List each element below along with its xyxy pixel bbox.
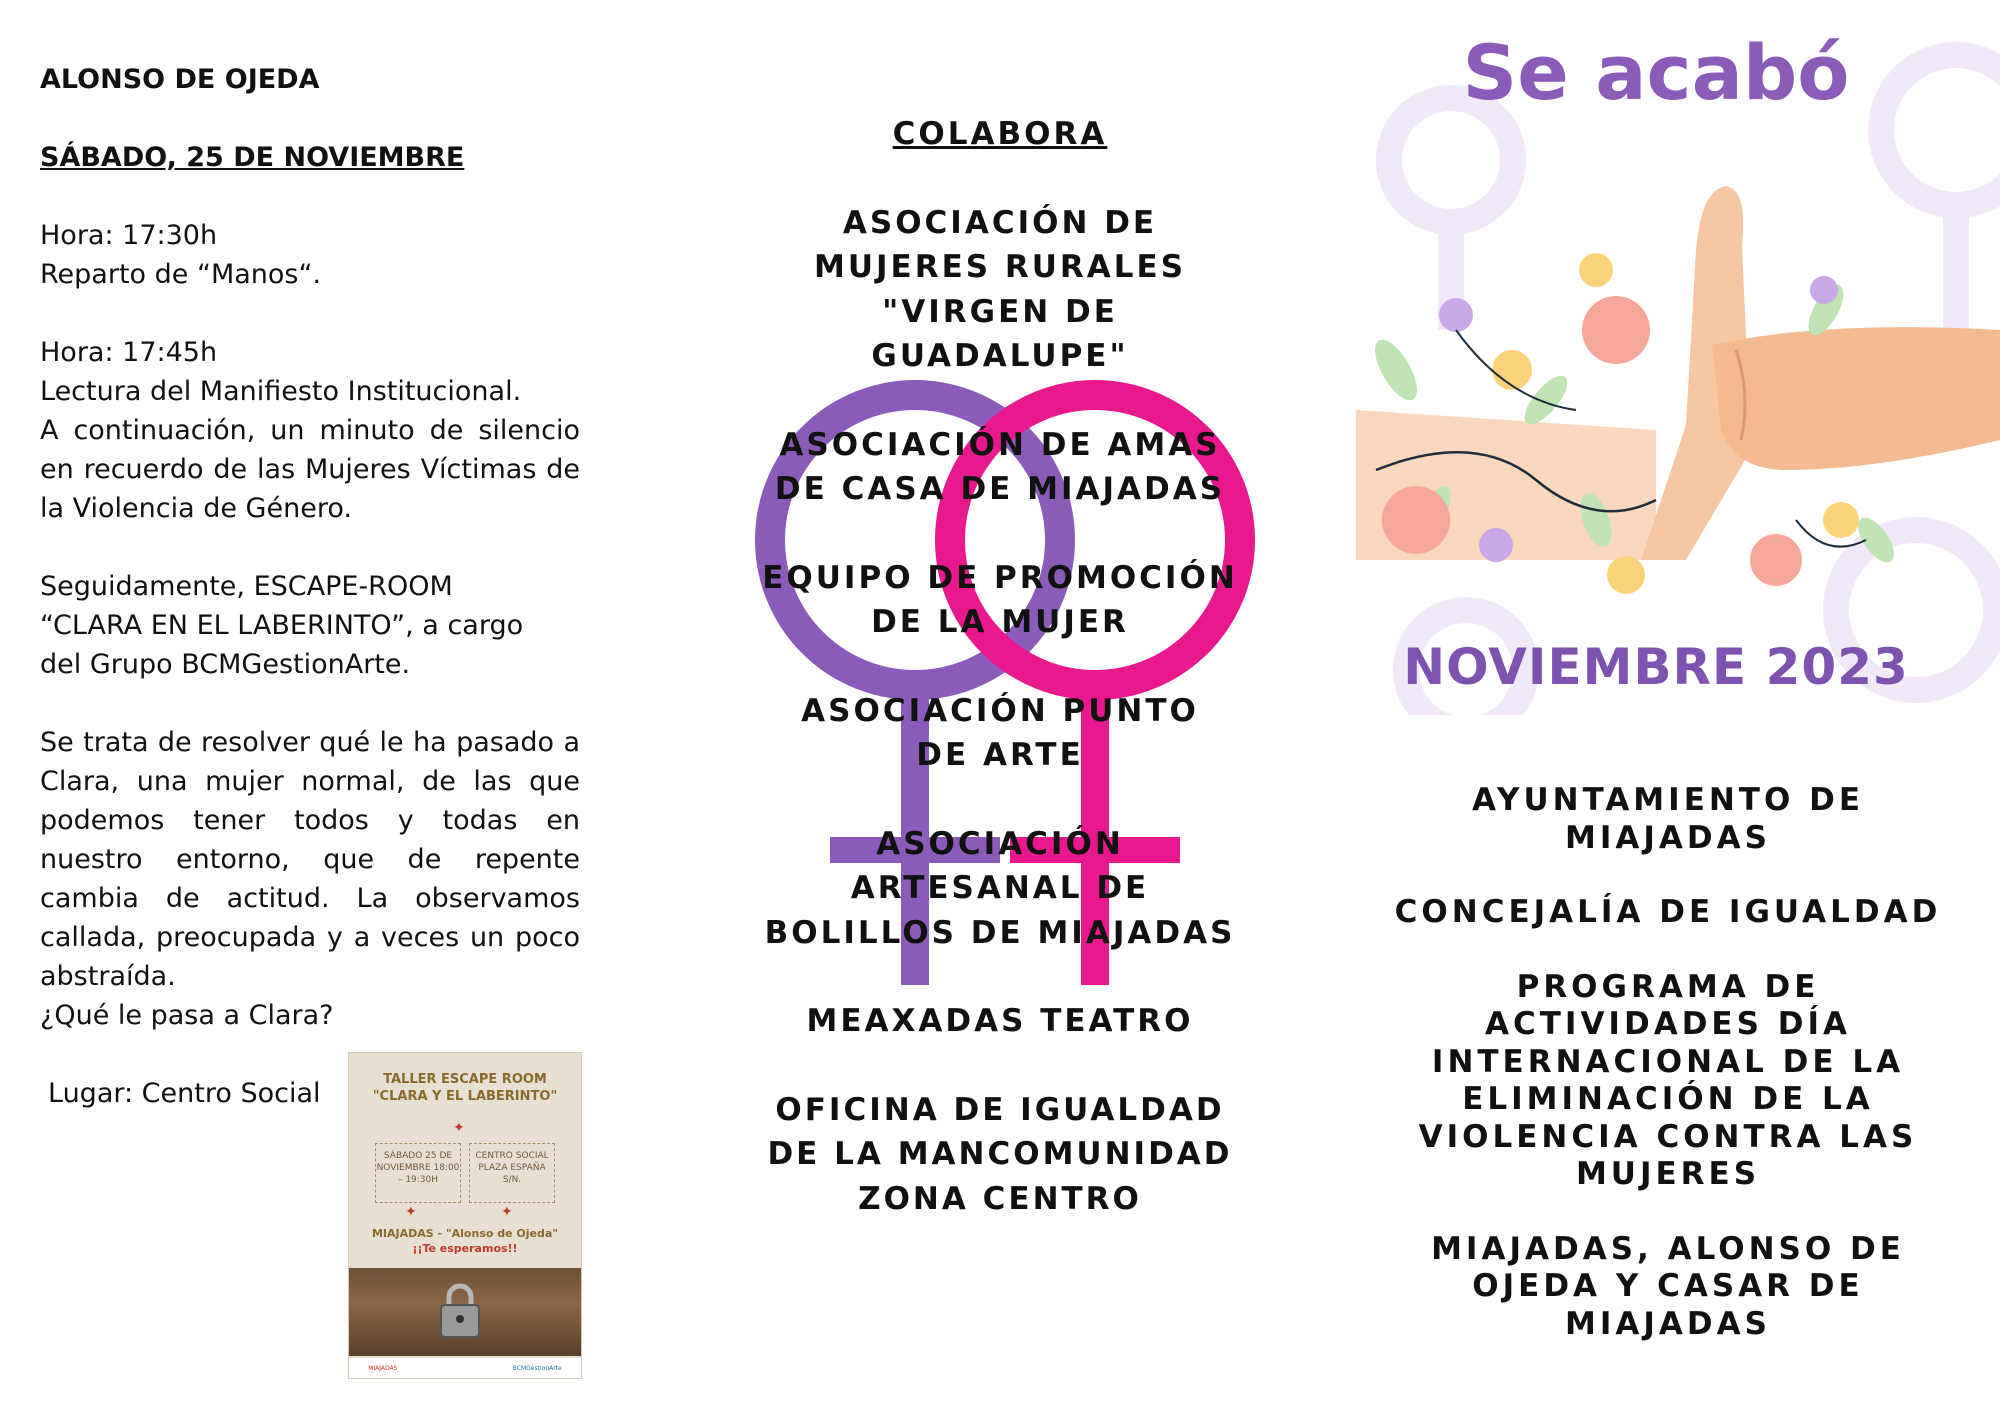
event2-line2: A continuación, un minuto de silencio en recuerdo de las Mujeres Víctimas de la Violencia de Género. (40, 415, 580, 524)
escape-room-poster (348, 1052, 582, 1379)
padlock-icon (437, 1283, 483, 1339)
collaborator-line: DE ARTE (916, 737, 1084, 773)
program-line: PROGRAMA DE (1516, 968, 1820, 1005)
event2-time: Hora: 17:45h (40, 337, 218, 368)
poster-place-box: CENTRO SOCIAL PLAZA ESPAÑA S/N. (469, 1143, 555, 1203)
collaborator-women-promotion (700, 556, 1300, 645)
collaborator-rural-women (700, 201, 1300, 379)
poster-logos (349, 1358, 581, 1378)
collaborator-line: ASOCIACIÓN DE (842, 204, 1158, 241)
poster-date-box: SÁBADO 25 DE NOVIEMBRE 18:00 – 19:30H (375, 1143, 461, 1203)
program-line: ACTIVIDADES DÍA (1485, 1006, 1851, 1042)
collaborator-line: DE LA MANCOMUNIDAD (767, 1136, 1233, 1172)
collaborator-line: MUJERES RURALES (813, 249, 1187, 285)
places-line: OJEDA Y CASAR DE (1472, 1268, 1864, 1304)
program-line: MUJERES (1575, 1156, 1761, 1192)
collaborator-line: DE CASA DE MIAJADAS (774, 471, 1226, 507)
organizer-concejalia (1356, 894, 1980, 932)
logo-bcmgestionarte: BCMGestionArte (512, 1364, 562, 1372)
question-text: ¿Qué le pasa a Clara? (40, 1000, 334, 1031)
logo-miajadas: MIAJADAS (368, 1364, 398, 1372)
event2-line1: Lectura del Manifiesto Institucional. (40, 376, 522, 407)
poster-title (349, 1071, 581, 1105)
cover-title: Se acabó (1462, 28, 1850, 117)
venue-heading: ALONSO DE OJEDA (40, 64, 320, 95)
program-title (1356, 969, 1980, 1194)
collaborator-line: DE LA MUJER (871, 604, 1129, 640)
collaborator-line: ARTESANAL DE (850, 870, 1150, 906)
location-text: Lugar: Centro Social (48, 1078, 321, 1109)
poster-title-line2: "CLARA Y EL LABERINTO" (372, 1089, 558, 1104)
places-line: MIAJADAS, ALONSO DE (1431, 1230, 1905, 1267)
collaborator-line: MEAXADAS TEATRO (806, 1003, 1194, 1039)
program-places (1356, 1231, 1980, 1344)
poster-title-line1: TALLER ESCAPE ROOM (383, 1072, 547, 1087)
organizers-column (1356, 782, 1980, 1343)
poster-invite: ¡¡Te esperamos!! (412, 1242, 518, 1255)
organizer-line: AYUNTAMIENTO DE (1471, 782, 1865, 818)
collaborator-line: BOLILLOS DE MIAJADAS (764, 914, 1236, 951)
collaborator-meaxadas-teatro (700, 999, 1300, 1044)
collaborator-line: ASOCIACIÓN PUNTO (801, 692, 1199, 729)
program-line: INTERNACIONAL DE LA (1431, 1043, 1905, 1080)
left-column (40, 60, 580, 1113)
collaborator-line: ASOCIACIÓN (876, 825, 1124, 862)
poster-location-line: MIAJADAS - "Alonso de Ojeda" (371, 1227, 559, 1240)
star-icon: ✦ (453, 1119, 465, 1135)
collaborator-line: GUADALUPE" (871, 338, 1129, 374)
collaborator-housewives (700, 423, 1300, 512)
organizer-line: MIAJADAS (1565, 819, 1771, 856)
collaborator-line: ASOCIACIÓN DE AMAS (779, 426, 1221, 463)
escape-room-description: Se trata de resolver qué le ha pasado a Clara, una mujer normal, de las que podemos tener todos y todas en nuestro entorno, que de repente cambia de actitud. La observamos callada, preocupada y a veces un poco abstraída. (40, 727, 580, 992)
collaborator-line: EQUIPO DE PROMOCIÓN (762, 559, 1238, 596)
program-line: ELIMINACIÓN DE LA (1462, 1081, 1874, 1117)
collaborators-heading: COLABORA (892, 116, 1108, 152)
organizer-line: CONCEJALÍA DE IGUALDAD (1394, 894, 1942, 930)
collaborator-bolillos (700, 822, 1300, 956)
collaborator-punto-de-arte (700, 689, 1300, 778)
collaborator-line: OFICINA DE IGUALDAD (775, 1091, 1225, 1128)
event1-time: Hora: 17:30h (40, 220, 218, 251)
event1-description: Reparto de “Manos“. (40, 259, 322, 290)
program-line: VIOLENCIA CONTRA LAS (1418, 1118, 1918, 1155)
collaborator-line: "VIRGEN DE (882, 293, 1118, 330)
places-line: MIAJADAS (1565, 1305, 1771, 1342)
date-heading: SÁBADO, 25 DE NOVIEMBRE (40, 142, 465, 173)
collaborator-line: ZONA CENTRO (858, 1180, 1142, 1217)
star-icon: ✦ (405, 1203, 417, 1219)
collaborators-column (700, 112, 1300, 1221)
collaborator-equality-office (700, 1088, 1300, 1222)
cover-date: NOVIEMBRE 2023 (1403, 638, 1909, 696)
star-icon: ✦ (501, 1203, 513, 1219)
organizer-ayuntamiento (1356, 782, 1980, 857)
poster-location (349, 1226, 581, 1256)
escape-room-text: Seguidamente, ESCAPE-ROOM “CLARA EN EL LABERINTO”, a cargo del Grupo BCMGestionArte. (40, 571, 524, 680)
